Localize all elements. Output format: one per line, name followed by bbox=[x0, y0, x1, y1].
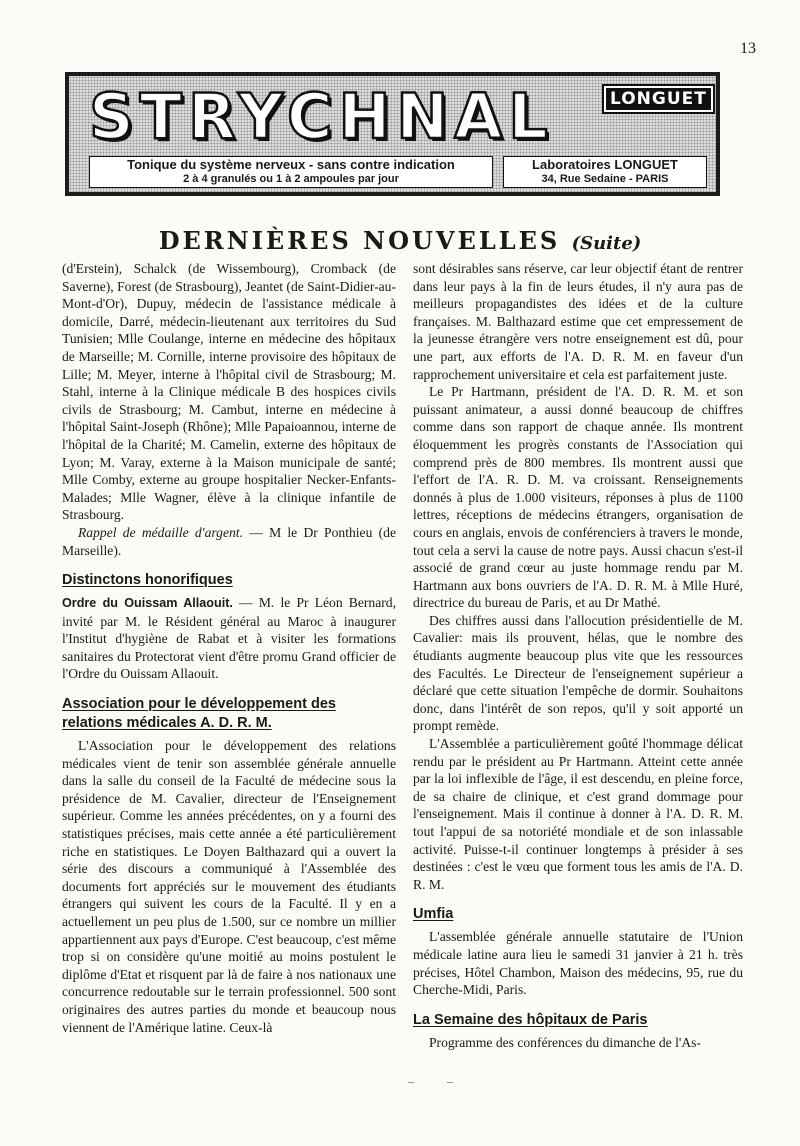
section-title-suite: (Suite) bbox=[571, 233, 642, 254]
ad-laboratory-box bbox=[503, 156, 707, 188]
heading-distinctions: Distinctons honorifiques bbox=[62, 572, 233, 589]
strychnal-advertisement bbox=[65, 72, 720, 196]
ad-sub-brand: LONGUET bbox=[604, 86, 713, 112]
ad-laboratory-address: 34, Rue Sedaine - PARIS bbox=[541, 173, 669, 185]
heading-umfia: Umfia bbox=[413, 906, 454, 923]
article-paragraph: Le Pr Hartmann, président de l'A. D. R. M. et son puissant animateur, a aussi donné beaucoup de chiffres comme dans son rapport de chaque année. Ils montrent éloquemment les progrès constants de l'Association qui comprend près de 800 membres. Ils montrent aussi que l'effort de l'A. R. D. M. va croissant. Renseignements donnés à plus de 1.000 visiteurs, réponses à plus de 1100 lettres, réceptions de médecins étrangers, organisation de cours en anglais, envois de conférenciers à travers le monde, tout cela a servi la cause de notre pays. Aussi chacun s'est-il associé de grand cœur au juste hommage rendu par M. Hartmann aux bons ouvriers de l'A. D. R. M. à Mlle Huré, directrice du bureau de Paris, et au Dr Mathé. bbox=[413, 384, 743, 611]
article-paragraph: (d'Erstein), Schalck (de Wissembourg), Cromback (de Saverne), Forest (de Strasbourg), Jeantet (de Saint-Didier-au-Mont-d'Or), Dupuy, médecin de l'assistance médicale à domicile, Darré, médecin-lieutenant aux territoires du Sud Tunisien; Mlle Coulange, interne en médecine des hôpitaux de Marseille; M. Cornille, interne provisoire des hôpitaux de Lille; M. Meyer, interne à l'hôpital civil de Strasbourg; M. Stahl, interne à la Clinique médicale B des hospices civils civils de Strasbourg; M. Cambut, interne en médecine à l'hôpital Saint-Joseph (Rhône); Mlle Papaioannou, interne de l'hôpital de la Charité; M. Camelin, externe des hôpitaux de Lyon; M. Varay, externe à la Maison municipale de santé; Mlle Comby, externe au groupe hospitalier Necker-Enfants-Malades; Mlle Wagner, élève à la clinique infantile de Strasbourg. bbox=[62, 261, 396, 523]
section-title-text: DERNIÈRES NOUVELLES bbox=[158, 226, 561, 255]
page-number: 13 bbox=[740, 40, 756, 57]
footer-mark: – – bbox=[408, 1074, 459, 1088]
section-title bbox=[0, 226, 800, 255]
article-paragraph: Des chiffres aussi dans l'allocution présidentielle de M. Cavalier: mais ils prouvent, hélas, que le nombre des étudiants augmente beaucoup plus vite que les ressources des Facultés. Le Directeur de l'enseignement supérieur a déclaré que cette situation l'empêche de dormir. Souhaitons donc, dans l'intérêt de son repos, qu'il y soit apporté un prompt remède. bbox=[413, 612, 743, 734]
article-paragraph bbox=[62, 594, 396, 683]
right-column bbox=[413, 260, 743, 1051]
order-text: — M. le Pr Léon Bernard, invité par M. le Résident général au Maroc à inaugurer l'Institut d'hygiène de Rabat et à visiter les formations sanitaires du Protectorat vient d'être promu Grand officier de l'Ordre du Ouissam Allaouit. bbox=[62, 595, 396, 682]
medal-reminder-label: Rappel de médaille d'argent. bbox=[78, 524, 243, 540]
order-lead: Ordre du Ouissam Allaouit. bbox=[62, 596, 233, 611]
article-paragraph bbox=[62, 524, 396, 559]
article-paragraph: Programme des conférences du dimanche de l'As- bbox=[429, 1034, 701, 1050]
heading-semaine-hopitaux: La Semaine des hôpitaux de Paris bbox=[413, 1011, 648, 1028]
article-paragraph: L'Assemblée a particulièrement goûté l'hommage délicat rendu par le président au Pr Hartmann. Atteint cette année par la loi inflexible de l'âge, il est descendu, en pleine force, de sa chaire de clinique, et c'est grand dommage pour l'enseignement. Mais il continue à donner à l'A. D. R. M. tout l'appui de sa notoriété mondiale et de son inlassable activité. Puisse-t-il continuer longtemps à présider à ses destinées : c'est le vœu que forment tous les amis de l'A. D. R. M. bbox=[413, 736, 743, 892]
article-paragraph: sont désirables sans réserve, car leur objectif étant de rentrer dans leur pays à la fin de leurs études, il n'y aura pas de meilleurs propagandistes des idées et de la culture françaises. M. Balthazard estime que cet empressement de la jeunesse étrangère vers notre enseignement est dû, pour une part, aux efforts de l'A. D. R. M. en faveur d'un rapprochement universitaire et cela est parfaitement juste. bbox=[413, 261, 743, 382]
ad-dosage-text: 2 à 4 granulés ou 1 à 2 ampoules par jour bbox=[183, 173, 399, 185]
left-column bbox=[62, 260, 396, 1036]
ad-brand-name: STRYCHNAL bbox=[89, 80, 554, 153]
article-paragraph: L'Association pour le développement des relations médicales vient de tenir son assemblée générale annuelle dans la salle du conseil de la Faculté de médecine sous la présidence de M. Cavalier, directeur de l'Enseignement supérieur. Comme les années précédentes, on y a fourni des statistiques précises, mais cette année a été particulièrement riche en statistiques. Le Doyen Balthazard qui a ouvert la série des discours a communiqué à l'Assemblée des documents fort appréciés sur le mouvement des étudiants étrangers qui suivent les cours de la Faculté. Il y en a actuellement un peu plus de 1.500, sur ce nombre un millier appartiennent aux pays d'Europe. C'est beaucoup, c'est même trop si on considère qu'une moitié au moins postulent le diplôme d'Etat et risquent par là de faire à nos nationaux une concurrence redoutable sur le terrain professionnel. 500 sont originaires des autres parties du monde et beaucoup nous viennent de l'Amérique latine. Ceux-là bbox=[62, 738, 396, 1035]
ad-laboratory-name: Laboratoires LONGUET bbox=[532, 157, 678, 172]
ad-indication-text: Tonique du système nerveux - sans contre indication bbox=[127, 157, 455, 172]
ad-indication-box bbox=[89, 156, 493, 188]
heading-association: Association pour le développement des relations médicales A. D. R. M. bbox=[62, 696, 336, 732]
medal-reminder-text: — M le Dr Ponthieu (de Marseille). bbox=[62, 524, 396, 558]
article-paragraph: L'assemblée générale annuelle statutaire de l'Union médicale latine aura lieu le samedi 31 janvier à 21 h. très précises, Hôtel Chambon, Maison des médecins, 95, rue du Cherche-Midi, Paris. bbox=[413, 929, 743, 998]
